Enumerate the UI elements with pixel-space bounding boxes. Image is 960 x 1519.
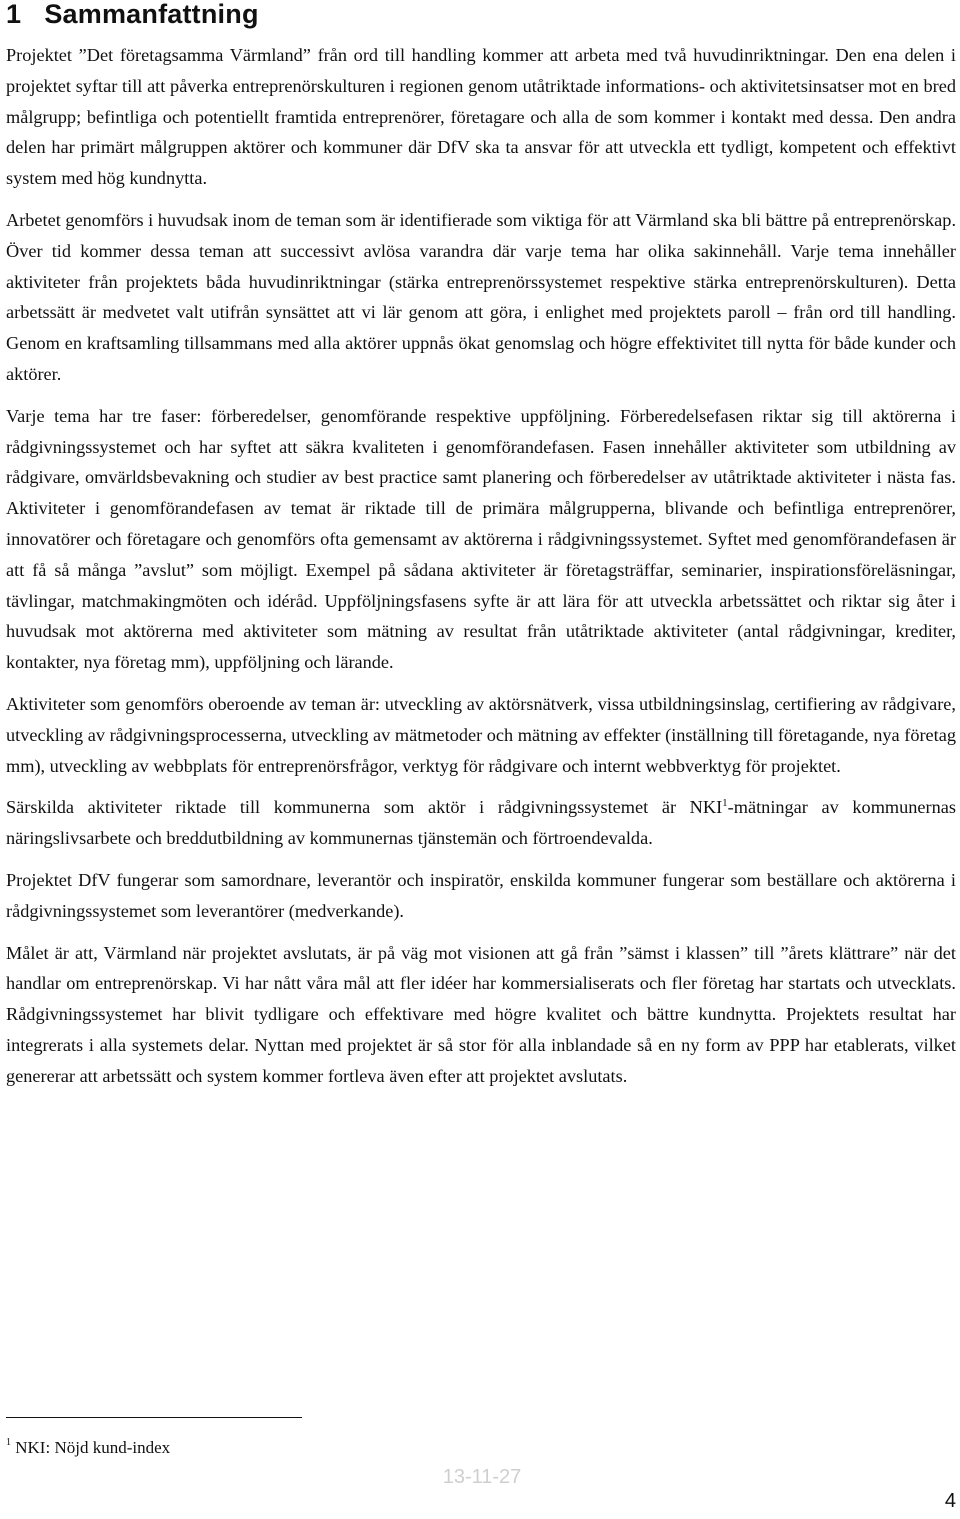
footnote-reference: 1	[722, 797, 728, 810]
paragraph-4: Aktiviteter som genomförs oberoende av teman är: utveckling av aktörsnätverk, vissa utbildningsinslag, certifiering av rådgivare, utveckling av rådgivningsprocesserna, utveckling av mätmetoder och mätning av effekter (inställning till företagande, nya företag mm), utveckling av webbplats för entreprenörsfrågor, verktyg för rådgivare och internt webbverktyg för projektet.	[6, 693, 956, 776]
section-heading	[6, 0, 259, 32]
paragraph-7: Målet är att, Värmland när projektet avslutats, är på väg mot visionen att gå från ”sämst i klassen” till ”årets klättrare” när det handlar om entreprenörskap. Vi har nått våra mål att fler idéer har kommersialiserats och fler företag har startats och utvecklats. Rådgivningssystemet har blivit tydligare och effektivare med högre kvalitet och bättre kundnytta. Projektets resultat har integrerats i alla systemets delar. Nyttan med projektet är så stor för alla inblandade så en ny form av PPP har etablerats, vilket genererar att arbetssätt och system kommer fortleva även efter att projektet avslutats.	[6, 942, 956, 1086]
nki-text-after: -mätningar av kommunernas näringslivsarbete och breddutbildning av kommunernas tjänstemän och förtroendevalda.	[6, 797, 956, 849]
page-number: 4	[944, 1490, 956, 1512]
footnote	[6, 1436, 170, 1460]
paragraph-1: Projektet ”Det företagsamma Värmland” från ord till handling kommer att arbeta med två huvudinriktningar. Den ena delen i projektet syftar till att påverka entreprenörskulturen i regionen genom utåtriktade informations- och aktivitetsinsatser mot en bred målgrupp; befintliga och potentiellt framtida entreprenörer, företagare och alla de som kommer i kontakt med dessa. Den andra delen har primärt målgruppen aktörer och kommuner där DfV ska ta ansvar för att utveckla ett tydligt, kompetent och effektivt system med hög kundnytta.	[6, 45, 956, 189]
footer-date: 13-11-27	[442, 1466, 522, 1488]
paragraph-2: Arbetet genomförs i huvudsak inom de teman som är identifierade som viktiga för att Värmland ska bli bättre på entreprenörskap. Över tid kommer dessa teman att successivt avlösa varandra där varje tema har olika sakinnehåll. Varje tema innehåller aktiviteter från projektets båda huvudinriktningar (stärka entreprenörssystemet respektive stärka entreprenörskulturen). Detta arbetssätt är medvetet valt utifrån synsättet att vi lär genom att göra, i enlighet med projektets paroll – från ord till handling. Genom en kraftsamling tillsammans med alla aktörer uppnås ökat genomslag och högre effektivitet till nytta för både kunder och aktörer.	[6, 209, 957, 384]
section-title: Sammanfattning	[44, 0, 259, 29]
paragraph-5	[6, 792, 956, 854]
footnote-marker: 1	[6, 1437, 11, 1448]
section-number: 1	[6, 0, 22, 29]
paragraph-3: Varje tema har tre faser: förberedelser, genomförande respektive uppföljning. Förberedelsefasen riktar sig till aktörerna i rådgivningssystemet och har syftet att säkra kvaliteten i genomförandefasen. Fasen innehåller aktiviteter som utbildning av rådgivare, omvärldsbevakning och studier av best practice samt planering och förberedelser av utåtriktade aktiviteter i nästa fas. Aktiviteter i genomförandefasen av temat är riktade till de primära målgrupperna, blivande och befintliga entreprenörer, innovatörer och företagare och genomförs ofta gemensamt av aktörerna i rådgivningssystemet. Syftet med genomförandefasen är att få så många ”avslut” som möjligt. Exempel på sådana aktiviteter är företagsträffar, seminarier, inspirationsföreläsningar, tävlingar, matchmakingmöten och idéråd. Uppföljningsfasens syfte är att lära för att utveckla arbetssättet och riktar sig åter i huvudsak mot aktörerna med aktiviteter som mätning av resultat från utåtriktade aktiviteter (antal rådgivningar, krediter, kontakter, nya företag mm), uppföljning och lärande.	[6, 405, 956, 673]
summary-body	[6, 40, 956, 1103]
footnote-text: NKI: Nöjd kund-index	[15, 1438, 171, 1457]
paragraph-6: Projektet DfV fungerar som samordnare, leverantör och inspiratör, enskilda kommuner fungerar som beställare och aktörerna i rådgivningssystemet som leverantörer (medverkande).	[6, 869, 956, 921]
nki-text-before: Särskilda aktiviteter riktade till kommunerna som aktör i rådgivningssystemet är NKI	[6, 797, 723, 818]
footnote-separator	[6, 1417, 302, 1418]
